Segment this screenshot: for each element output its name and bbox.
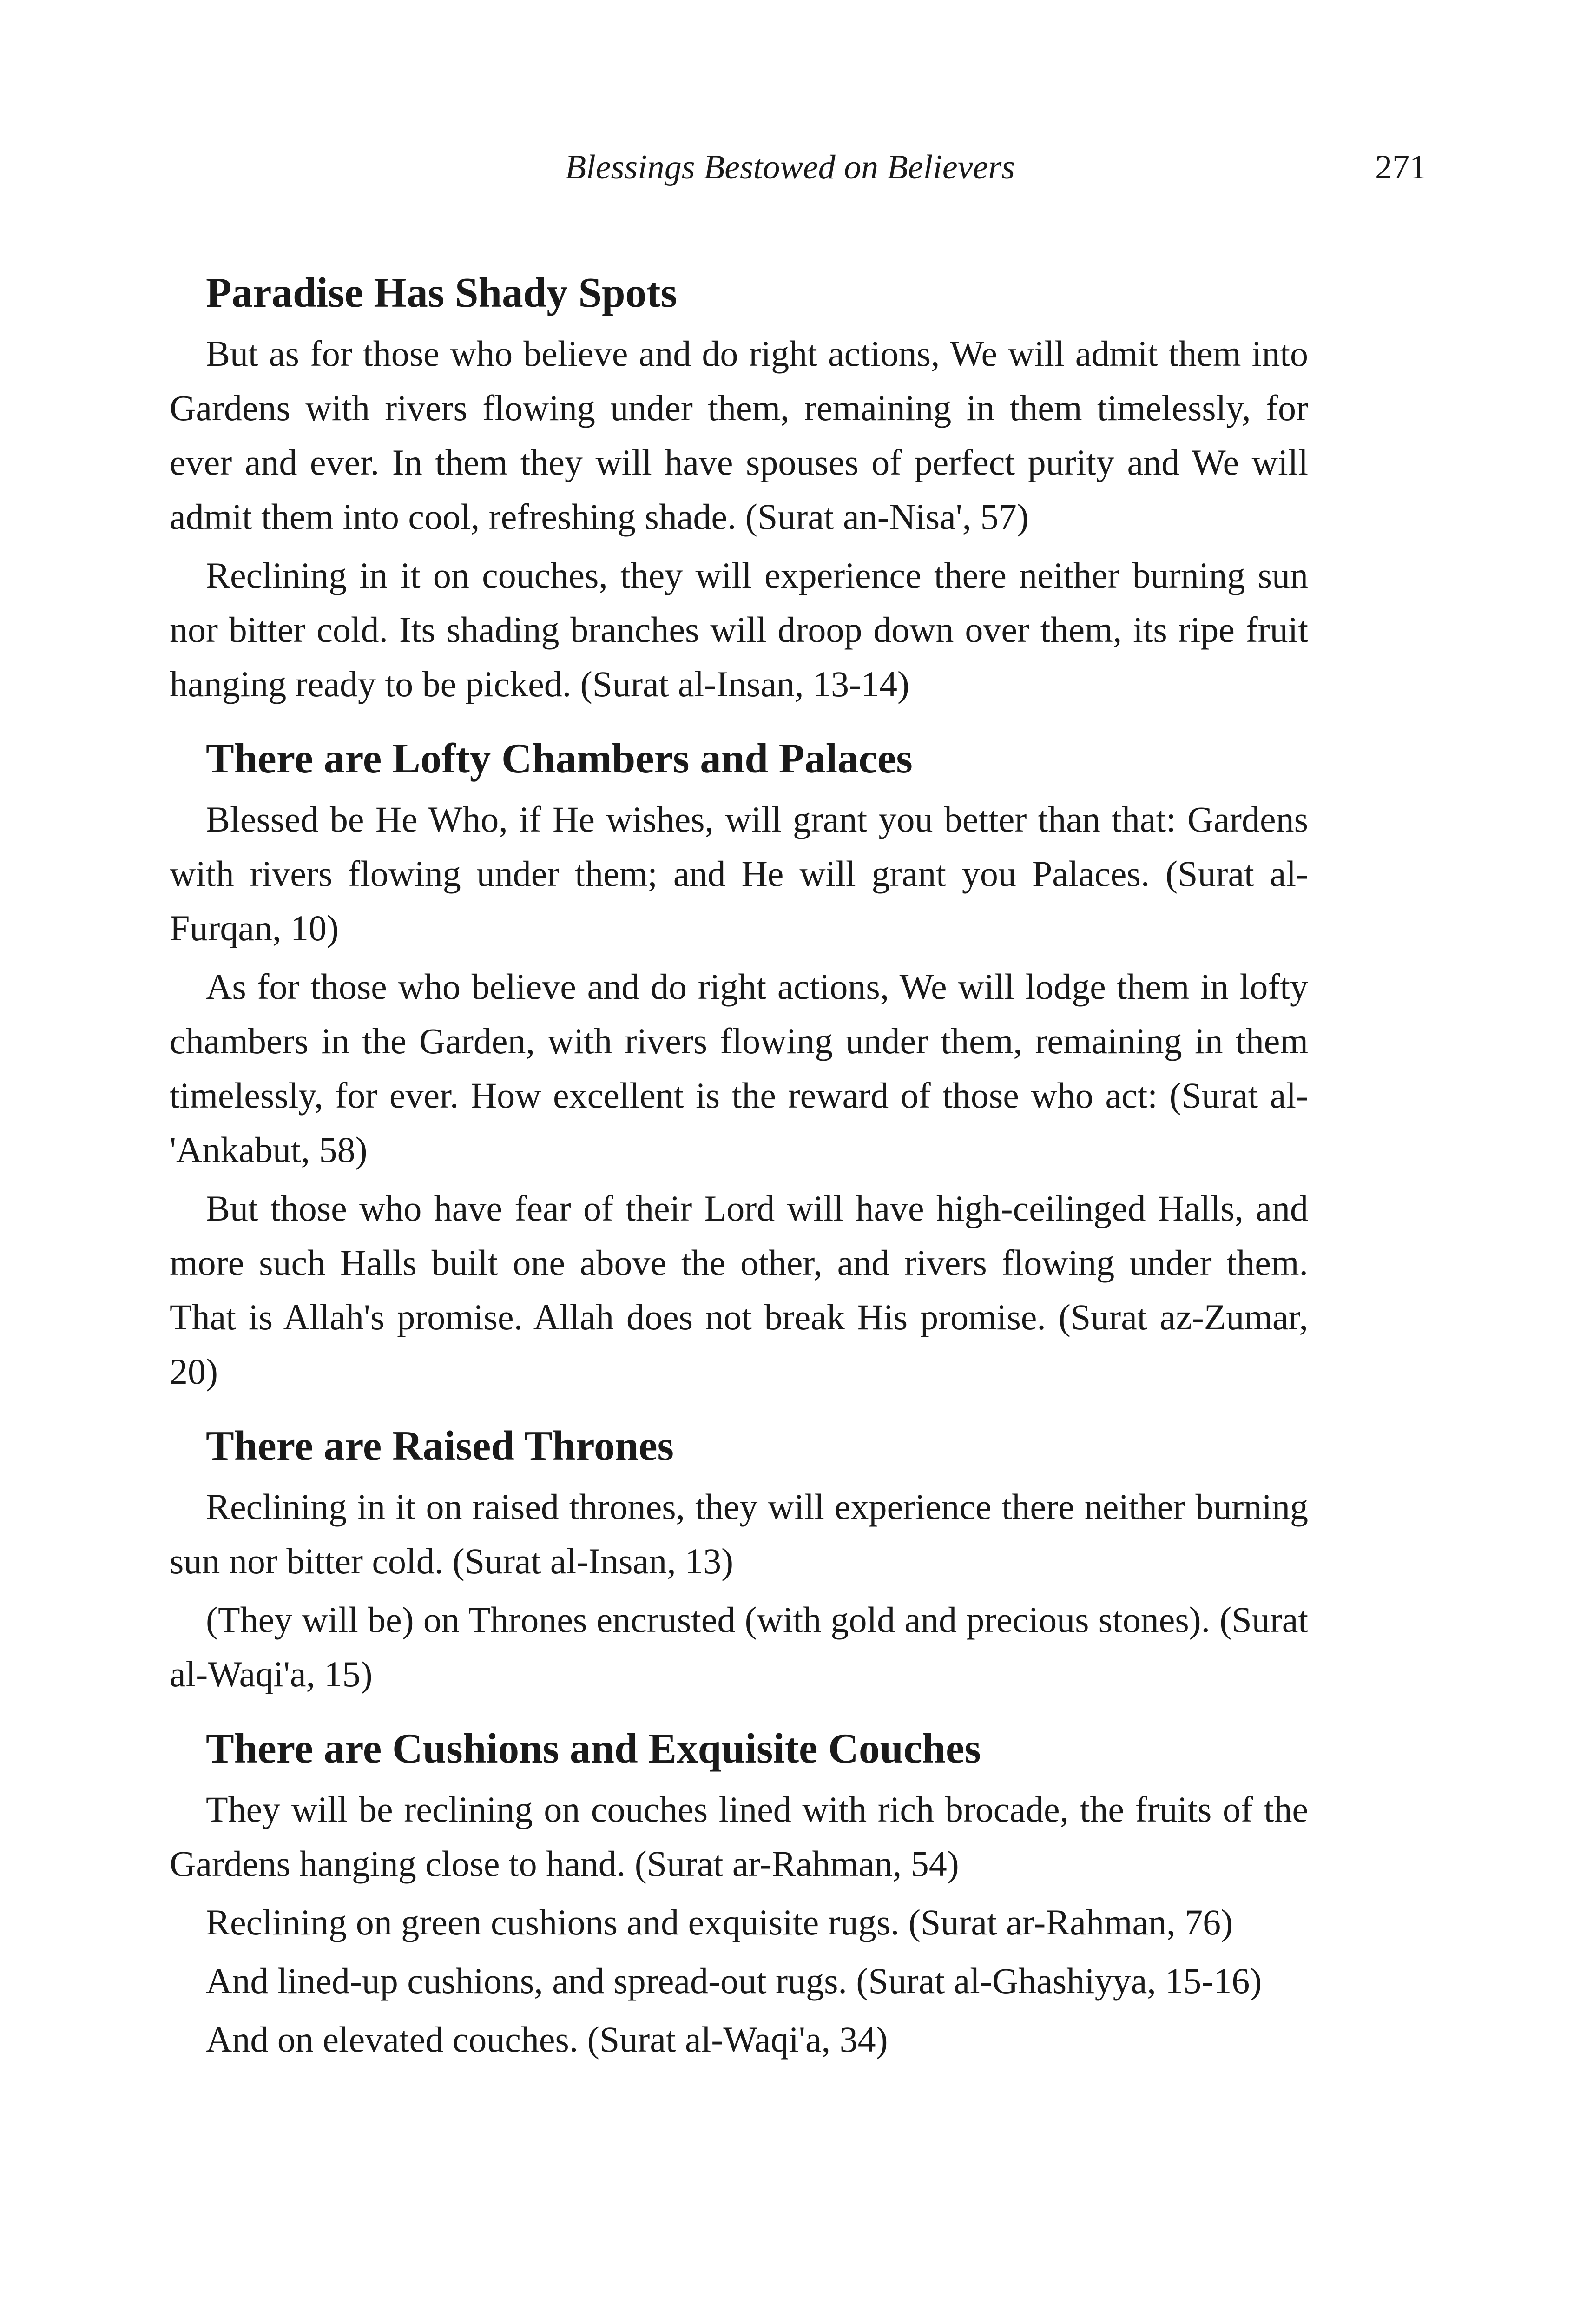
section-heading: There are Lofty Chambers and Palaces <box>206 735 913 782</box>
paragraph: And lined-up cushions, and spread-out rugs. (Surat al-Ghashiyya, 15-16) <box>206 1961 1262 2001</box>
section-heading: Paradise Has Shady Spots <box>206 269 677 316</box>
section-lofty-chambers <box>170 731 1308 1399</box>
section-shady-spots <box>170 265 1308 711</box>
paragraph: Reclining on green cushions and exquisite rugs. (Surat ar-Rahman, 76) <box>206 1902 1233 1942</box>
section-heading: There are Cushions and Exquisite Couches <box>206 1725 981 1772</box>
paragraph: As for those who believe and do right actions, We will lodge them in lofty chambers in the Garden, with rivers flowing under them, remaining in them timelessly, for ever. How excellent is the reward of those who act: (Surat al-'Ankabut, 58) <box>170 966 1308 1170</box>
paragraph: (They will be) on Thrones encrusted (with gold and precious stones). (Surat al-Waqi'a, 15) <box>170 1599 1308 1694</box>
paragraph: Reclining in it on couches, they will experience there neither burning sun nor bitter cold. Its shading branches will droop down over them, its ripe fruit hanging ready to be picked. (Surat al-Insan, 13-14) <box>170 555 1308 704</box>
section-heading: There are Raised Thrones <box>206 1422 674 1469</box>
paragraph: Reclining in it on raised thrones, they will experience there neither burning sun nor bitter cold. (Surat al-Insan, 13) <box>170 1486 1308 1581</box>
paragraph: And on elevated couches. (Surat al-Waqi'a, 34) <box>206 2019 888 2060</box>
page-content <box>170 265 1308 2071</box>
paragraph: But as for those who believe and do right actions, We will admit them into Gardens with rivers flowing under them, remaining in them timelessly, for ever and ever. In them they will have spouses of perfect purity and We will admit them into cool, refreshing shade. (Surat an-Nisa', 57) <box>170 333 1308 537</box>
paragraph: They will be reclining on couches lined with rich brocade, the fruits of the Gardens hanging close to hand. (Surat ar-Rahman, 54) <box>170 1789 1308 1884</box>
running-title: Blessings Bestowed on Believers <box>565 148 1015 186</box>
page-number: 271 <box>1375 148 1427 186</box>
running-header <box>0 139 1580 195</box>
section-cushions-couches <box>170 1721 1308 2067</box>
paragraph: But those who have fear of their Lord will have high-ceilinged Halls, and more such Halls built one above the other, and rivers flowing under them. That is Allah's promise. Allah does not break His promise. (Surat az-Zumar, 20) <box>170 1188 1308 1392</box>
paragraph: Blessed be He Who, if He wishes, will grant you better than that: Gardens with rivers flowing under them; and He will grant you Palaces. (Surat al-Furqan, 10) <box>170 799 1308 948</box>
section-raised-thrones <box>170 1418 1308 1701</box>
